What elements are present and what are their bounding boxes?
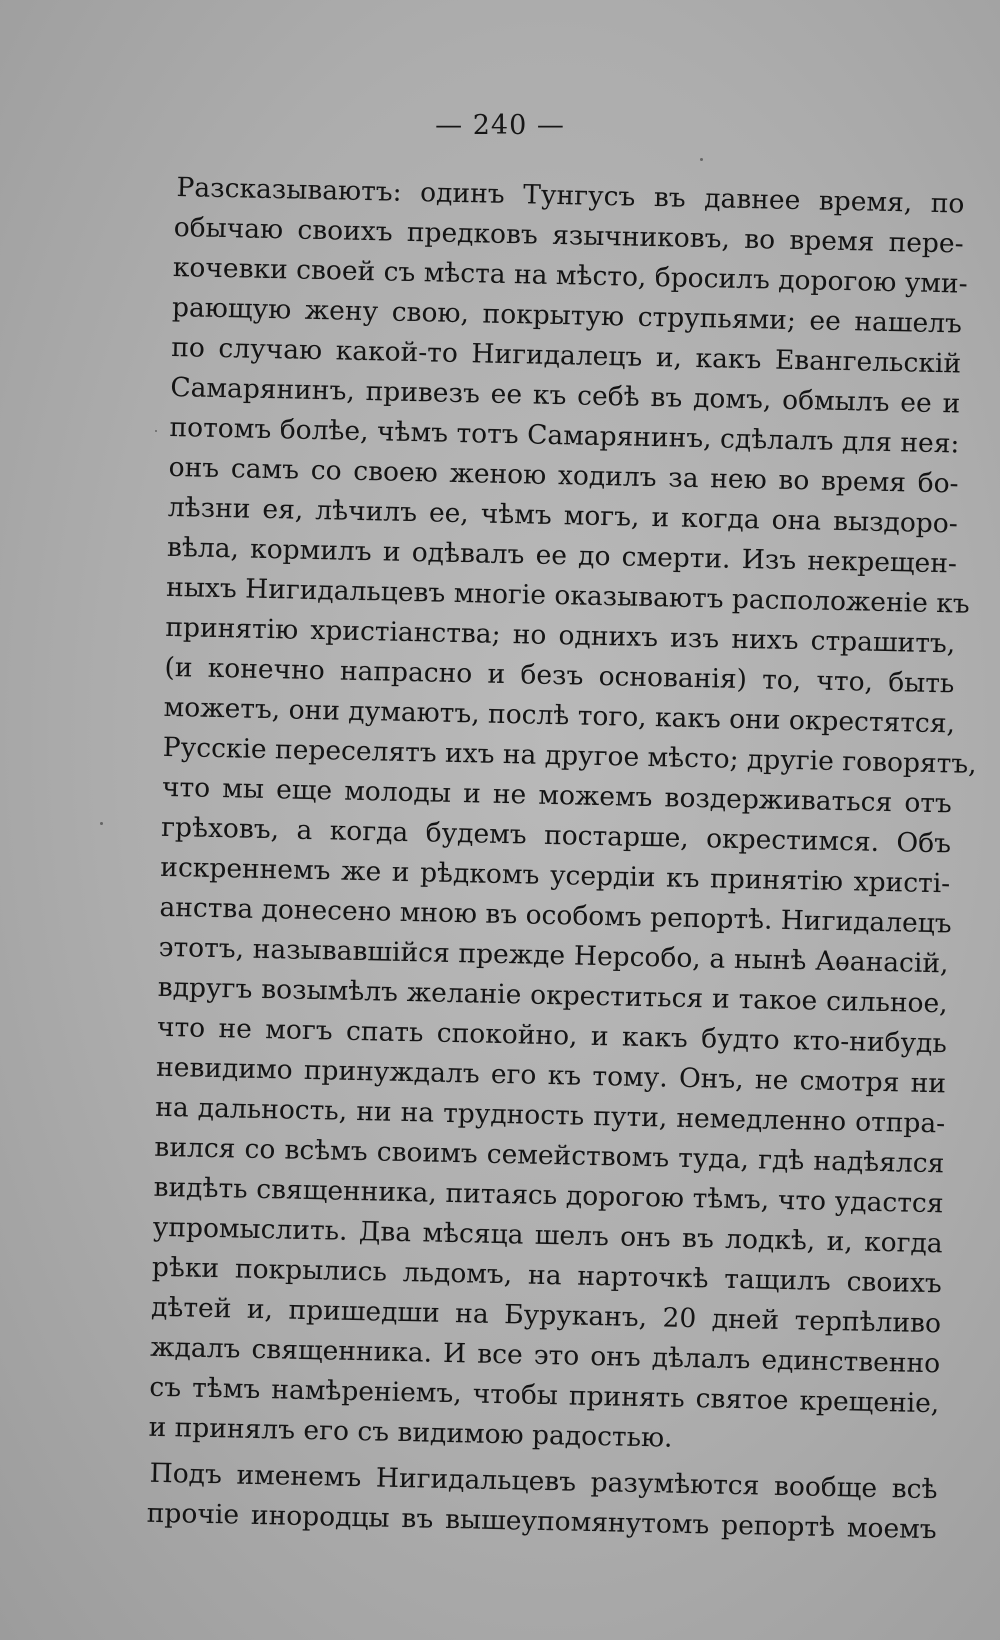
paragraph-2 [146, 1454, 938, 1551]
body-text [146, 168, 977, 1550]
paper-speck [700, 158, 703, 161]
text-line: Разсказываютъ: одинъ Тунгусъ въ давнее время, по [176, 172, 965, 220]
text-line: видѣть священника, питаясь дорогою тѣмъ, что удастся [153, 1171, 944, 1220]
text-line: кочевки своей съ мѣста на мѣсто, бросилъ дорогою уми- [172, 251, 968, 300]
text-line: Подъ именемъ Нигидальцевъ разумѣются вообще всѣ [149, 1457, 938, 1506]
text-line: онъ самъ со своею женою ходилъ за нею во время бо- [168, 451, 959, 500]
text-line: прочіе инородцы въ вышеупомянутомъ репортѣ моемъ [146, 1497, 937, 1546]
text-line: ждалъ священника. И все это онъ дѣлалъ единственно [149, 1331, 941, 1380]
text-line: и принялъ его съ видимою радостью. [148, 1411, 673, 1454]
text-line: Самарянинъ, привезъ ее къ себѣ въ домъ, обмылъ ее и [170, 371, 961, 420]
text-line: по случаю какой-то Нигидалецъ и, какъ Евангельскій [170, 331, 962, 380]
text-line: упромыслить. Два мѣсяца шелъ онъ въ лодкѣ, и, когда [152, 1211, 943, 1260]
text-line: ныхъ Нигидальцевъ многіе оказываютъ расположеніе къ [165, 571, 971, 620]
text-line: рающую жену свою, покрытую струпьями; ее нашелъ [171, 291, 963, 340]
text-line: что мы еще молоды и не можемъ воздерживаться отъ [161, 771, 953, 820]
text-line: лѣзни ея, лѣчилъ ее, чѣмъ могъ, и когда она выздоро- [167, 491, 959, 540]
text-line: вѣла, кормилъ и одѣвалъ ее до смерти. Изъ некрещен- [166, 531, 958, 580]
text-line: съ тѣмъ намѣреніемъ, чтобы принять святое крещеніе, [149, 1371, 940, 1420]
page-number: — 240 — [435, 110, 565, 141]
paper-speck [100, 822, 103, 825]
text-line: невидимо принуждалъ его къ тому. Онъ, не смотря ни [155, 1051, 947, 1100]
text-line: можетъ, они думаютъ, послѣ того, какъ они окрестятся, [163, 691, 956, 740]
text-line: рѣки покрылись льдомъ, на нарточкѣ тащилъ своихъ [151, 1251, 943, 1300]
text-line: грѣховъ, а когда будемъ постарше, окрестимся. Объ [160, 811, 952, 860]
text-line: анства донесено мною въ особомъ репортѣ. Нигидалецъ [159, 891, 953, 940]
text-line: дѣтей и, пришедши на Буруканъ, 20 дней терпѣливо [150, 1291, 942, 1340]
text-line: вдругъ возымѣлъ желаніе окреститься и такое сильное, [157, 971, 948, 1020]
text-line: что не могъ спать спокойно, и какъ будто кто-нибудь [156, 1011, 948, 1060]
text-line: этотъ, называвшійся прежде Нерсобо, а нынѣ Аѳанасій, [158, 931, 949, 980]
paragraph-1 [148, 168, 977, 1464]
text-line: искреннемъ же и рѣдкомъ усердіи къ принятію христі- [160, 851, 951, 900]
text-line: (и конечно напрасно и безъ основанія) то, что, быть [164, 651, 955, 700]
text-line: на дальность, ни на трудность пути, немедленно отпра- [154, 1091, 946, 1140]
text-line: потомъ болѣе, чѣмъ тотъ Самарянинъ, сдѣлалъ для нея: [169, 411, 960, 460]
text-line: принятію христіанства; но однихъ изъ нихъ страшитъ, [165, 611, 956, 660]
text-line: обычаю своихъ предковъ язычниковъ, во время пере- [173, 211, 964, 260]
text-line: Русскіе переселятъ ихъ на другое мѣсто; другіе говорятъ, [162, 731, 977, 780]
paper-speck [155, 430, 157, 432]
text-line: вился со всѣмъ своимъ семействомъ туда, гдѣ надѣялся [154, 1131, 945, 1180]
